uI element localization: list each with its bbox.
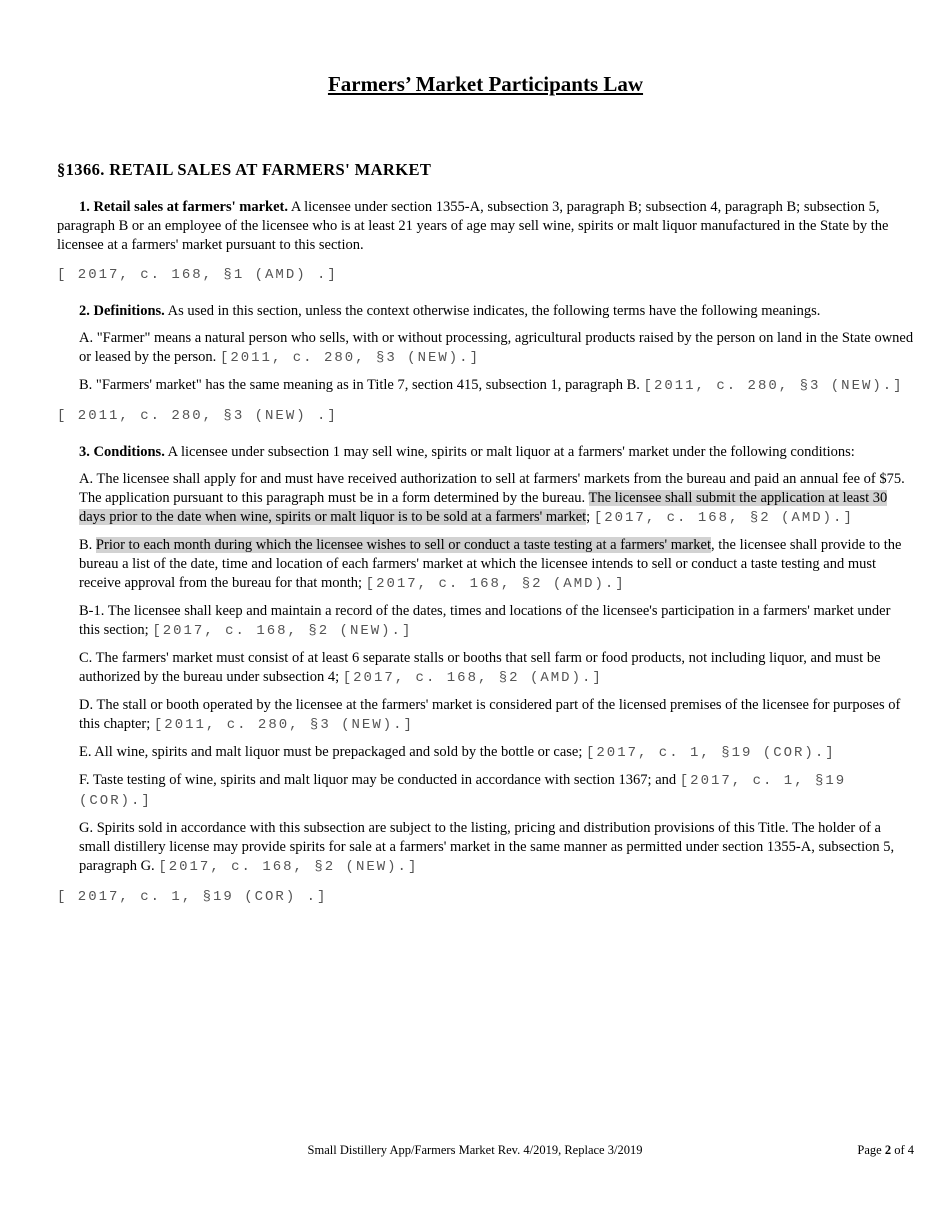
paragraph-text: A. The licensee shall apply for and must have received authorization to sell at farmers' markets from the bureau and paid an annual fee of $75. The application pursuant to this paragraph must be in a form determined by the bureau. [79, 471, 905, 506]
history-line: [ 2011, c. 280, §3 (NEW) .] [57, 408, 338, 424]
footer-page-number: 2 [884, 1143, 892, 1157]
paragraph-2B [79, 376, 914, 396]
subsection-heading: Conditions. [93, 444, 165, 460]
paragraph-text: E. All wine, spirits and malt liquor must be prepackaged and sold by the bottle or case; [79, 744, 586, 760]
paragraph-text: A. "Farmer" means a natural person who sells, with or without processing, agricultural products raised by the person on land in the State owned or leased by the person. [79, 330, 914, 365]
paragraph-text: A licensee under subsection 1 may sell wine, spirits or malt liquor at a farmers' market under the following conditions: [167, 444, 855, 460]
paragraph-text: As used in this section, unless the context otherwise indicates, the following terms have the following meanings. [167, 303, 821, 319]
inline-citation: [2017, c. 1, §19 (COR).] [585, 745, 836, 761]
paragraph-text: , the licensee shall provide to the bureau a list of the date, time and location of each farmers' market at which the licensee intends to sell or conduct a taste testing and must receive approval from the bureau for that month; [79, 537, 902, 591]
paragraph-text: G. Spirits sold in accordance with this subsection are subject to the listing, pricing and distribution provisions of this Title. The holder of a small distillery license may provide spirits for sale at a farmers' market in the same manner as permitted under section 1355-A, subsection 5, paragraph G. [79, 820, 895, 874]
paragraph-text: B-1. The licensee shall keep and maintain a record of the dates, times and locations of the licensee's participation in a farmers' market under this section; [79, 603, 891, 638]
subsection-number: 1. [79, 199, 90, 215]
subsection-2-lead [57, 302, 914, 321]
paragraph-3E [79, 743, 914, 763]
paragraph-3D [79, 696, 914, 735]
inline-citation: [2017, c. 168, §2 (NEW).] [158, 859, 419, 875]
inline-citation: [2017, c. 168, §2 (AMD).] [593, 510, 854, 526]
paragraph-text: B. "Farmers' market" has the same meaning as in Title 7, section 415, subsection 1, paragraph B. [79, 377, 644, 393]
paragraph-3F [79, 771, 914, 811]
paragraph-text: D. The stall or booth operated by the licensee at the farmers' market is considered part of the licensed premises of the licensee for purposes of this chapter; [79, 697, 901, 732]
inline-citation: [2011, c. 280, §3 (NEW).] [643, 378, 904, 394]
inline-citation: [2011, c. 280, §3 (NEW).] [219, 350, 480, 366]
paragraph-3B [79, 536, 914, 594]
paragraph-text: A licensee under section 1355-A, subsection 3, paragraph B; subsection 4, paragraph B; subsection 5, paragraph B or an employee of the licensee who is at least 21 years of age may sell wine, spirits or malt liquor manufactured in the State by the licensee at a farmers' market pursuant to this section. [57, 199, 889, 253]
inline-citation: [2017, c. 168, §2 (AMD).] [342, 670, 603, 686]
inline-citation: [2017, c. 1, §19 (COR).] [79, 773, 847, 809]
footer-page-prefix: Page [857, 1143, 882, 1157]
paragraph-3C [79, 649, 914, 688]
footer-page-label [857, 1142, 914, 1158]
history-line: [ 2017, c. 1, §19 (COR) .] [57, 889, 328, 905]
document-title: Farmers’ Market Participants Law [327, 72, 644, 96]
paragraph-text: B. [79, 537, 96, 553]
highlighted-text: The licensee shall submit the application at least 30 days prior to the date when wine, spirits or malt liquor is to be sold at a farmers' market [79, 490, 888, 525]
highlighted-text: Prior to each month during which the licensee wishes to sell or conduct a taste testing at a farmers' market [95, 537, 711, 553]
inline-citation: [2011, c. 280, §3 (NEW).] [153, 717, 414, 733]
page-footer [0, 1142, 950, 1158]
footer-revision-text: Small Distillery App/Farmers Market Rev. 4/2019, Replace 3/2019 [307, 1143, 643, 1157]
subsection-number: 2. [79, 303, 90, 319]
subsection-3-lead [57, 443, 914, 462]
subsection-heading: Retail sales at farmers' market. [93, 199, 288, 215]
footer-page-suffix: of 4 [894, 1143, 914, 1157]
subsection-1-lead [57, 198, 914, 255]
paragraph-2A [79, 329, 914, 368]
paragraph-text: F. Taste testing of wine, spirits and malt liquor may be conducted in accordance with section 1367; and [79, 772, 680, 788]
inline-citation: [2017, c. 168, §2 (AMD).] [365, 576, 626, 592]
paragraph-text: ; [586, 509, 594, 525]
section-heading: §1366. RETAIL SALES AT FARMERS' MARKET [57, 160, 432, 179]
paragraph-3A [79, 470, 914, 528]
history-line: [ 2017, c. 168, §1 (AMD) .] [57, 267, 338, 283]
subsection-heading: Definitions. [93, 303, 165, 319]
inline-citation: [2017, c. 168, §2 (NEW).] [152, 623, 413, 639]
paragraph-3G [79, 819, 914, 877]
paragraph-text: C. The farmers' market must consist of at least 6 separate stalls or booths that sell farm or food products, not including liquor, and must be authorized by the bureau under subsection 4; [79, 650, 881, 685]
subsection-number: 3. [79, 444, 90, 460]
paragraph-3B-1 [79, 602, 914, 641]
